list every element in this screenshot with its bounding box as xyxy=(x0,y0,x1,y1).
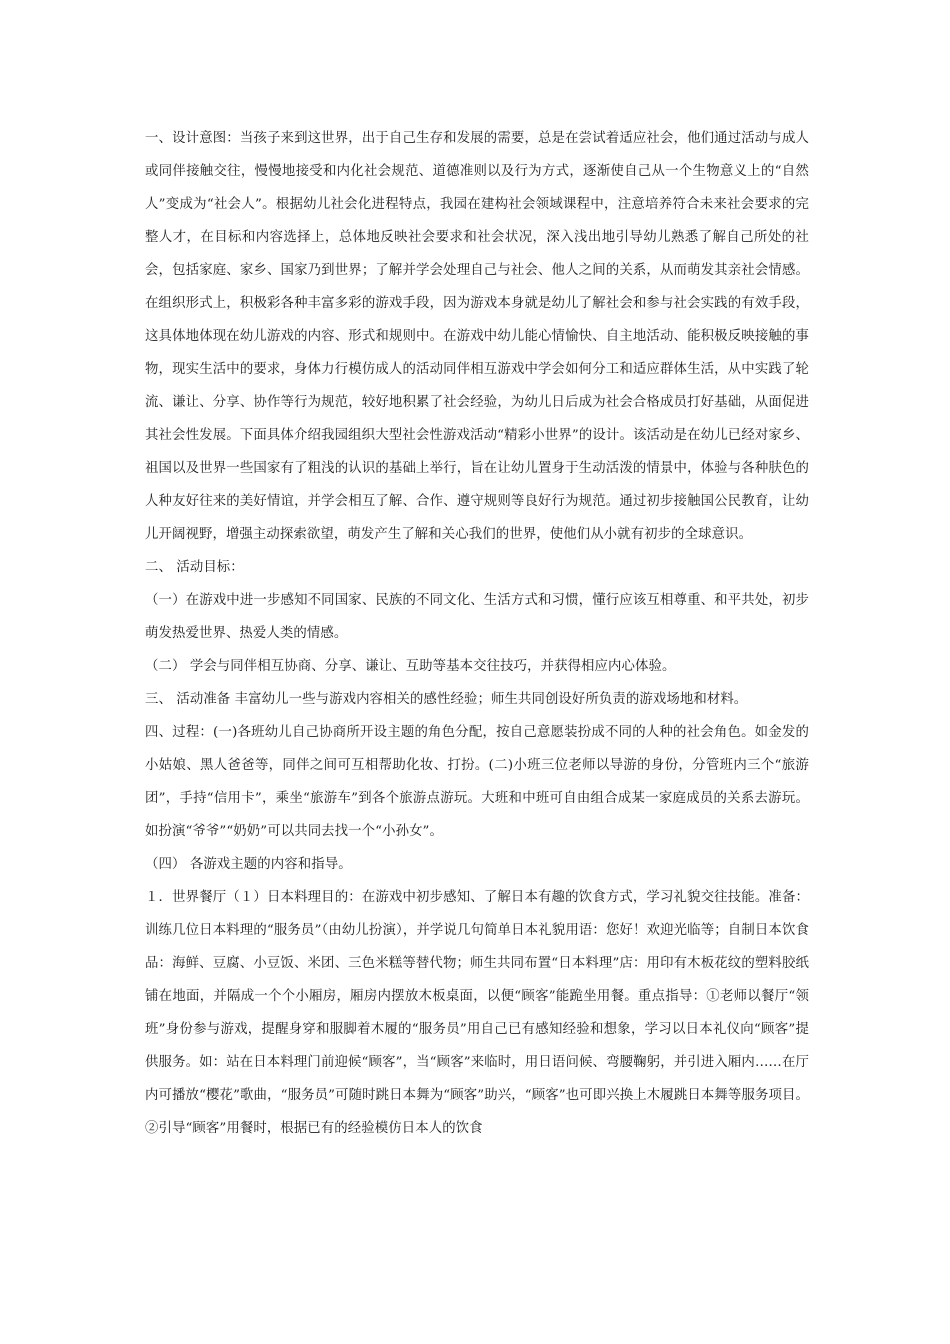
paragraph-goal-1: （一）在游戏中进一步感知不同国家、民族的不同文化、生活方式和习惯，懂行应该互相尊重、和平共处，初步萌发热爱世界、热爱人类的情感。 xyxy=(145,593,809,641)
heading-activity-goals: 二、 活动目标： xyxy=(145,560,244,575)
paragraph-activity-preparation: 三、 活动准备 丰富幼儿一些与游戏内容相关的感性经验；师生共同创设好所负责的游戏场地和材料。 xyxy=(145,692,748,707)
paragraph-goal-2: （二） 学会与同伴相互协商、分享、谦让、互助等基本交往技巧，并获得相应内心体验。 xyxy=(145,659,676,674)
paragraph-design-intent: 一、设计意图：当孩子来到这世界，出于自己生存和发展的需要，总是在尝试着适应社会，他们通过活动与成人或同伴接触交往，慢慢地接受和内化社会规范、道德准则以及行为方式，逐渐使自己从一个生物意义上的“自然人”变成为“社会人”。根据幼儿社会化进程特点，我园在建构社会领域课程中，注意培养符合未来社会要求的完整人才，在目标和内容选择上，总体地反映社会要求和社会状况，深入浅出地引导幼儿熟悉了解自己所处的社会，包括家庭、家乡、国家乃到世界；了解并学会处理自己与社会、他人之间的关系，从而萌发其亲社会情感。在组织形式上，积极彩各种丰富多彩的游戏手段，因为游戏本身就是幼儿了解社会和参与社会实践的有效手段，这具体地体现在幼儿游戏的内容、形式和规则中。在游戏中幼儿能心情愉快、自主地活动、能积极反映接触的事物，现实生活中的要求，身体力行模仿成人的活动同伴相互游戏中学会如何分工和适应群体生活，从中实践了轮流、谦让、分享、协作等行为规范，较好地积累了社会经验，为幼儿日后成为社会合格成员打好基础，从面促进其社会性发展。下面具体介绍我园组织大型社会性游戏活动“精彩小世界”的设计。该活动是在幼儿已经对家乡、祖国以及世界一些国家有了粗浅的认识的基础上举行，旨在让幼儿置身于生动活泼的情景中，体验与各种肤色的人种友好往来的美好情谊，并学会相互了解、合作、遵守规则等良好行为规范。通过初步接触国公民教育，让幼儿开阔视野，增强主动探索欲望，萌发产生了解和关心我们的世界，使他们从小就有初步的全球意识。 xyxy=(145,131,809,542)
document-body xyxy=(145,122,809,1145)
paragraph-world-restaurant: １．世界餐厅（１）日本料理目的：在游戏中初步感知、了解日本有趣的饮食方式，学习礼貌交往技能。准备：训练几位日本料理的“服务员”（由幼儿扮演），并学说几句简单日本礼貌用语：您好！欢迎光临等；自制日本饮食品：海鲜、豆腐、小豆饭、米团、三色米糕等替代物；师生共同布置“日本料理”店：用印有木板花纹的塑料胶纸铺在地面，并隔成一个个小厢房，厢房内摆放木板桌面，以便“顾客”能跪坐用餐。重点指导：①老师以餐厅“领班”身份参与游戏，提醒身穿和服脚着木履的“服务员”用自己已有感知经验和想象，学习以日本礼仪向“顾客”提供服务。如：站在日本料理门前迎候“顾客”，当“顾客”来临时，用日语问候、弯腰鞠躬，并引进入厢内……在厅内可播放“樱花”歌曲，“服务员”可随时跳日本舞为“顾客”助兴，“顾客”也可即兴换上木履跳日本舞等服务项目。②引导“顾客”用餐时，根据已有的经验模仿日本人的饮食 xyxy=(145,890,809,1136)
heading-game-themes: （四） 各游戏主题的内容和指导。 xyxy=(145,857,352,872)
paragraph-process: 四、过程：(一)各班幼儿自己协商所开设主题的角色分配，按自己意愿装扮成不同的人种的社会角色。如金发的小姑娘、黑人爸爸等，同伴之间可互相帮助化妆、打扮。(二)小班三位老师以导游的身份，分管班内三个“旅游团”，手持“信用卡”，乘坐“旅游车”到各个旅游点游玩。大班和中班可自由组合成某一家庭成员的关系去游玩。如扮演“爷爷”“奶奶”可以共同去找一个“小孙女”。 xyxy=(145,725,809,839)
